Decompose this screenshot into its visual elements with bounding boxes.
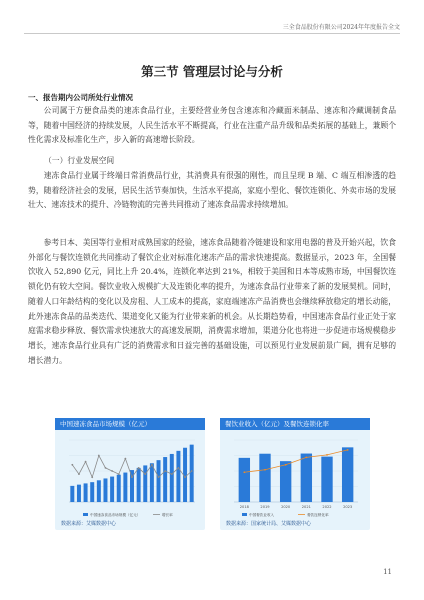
legend-line-label: 增长率 [162,513,173,517]
x-tick-label: 2020 [281,505,291,509]
bar [321,457,332,502]
line-point [191,470,193,472]
heading-industry: 一、报告期内公司所处行业情况 [28,93,133,102]
line-point [124,458,126,460]
line-point [85,461,87,463]
line-point [138,467,140,469]
line-point [347,449,349,451]
header-divider [24,33,400,34]
bar [77,485,81,502]
x-tick-label: 2022 [322,505,332,509]
bar [259,454,270,502]
bar [84,483,88,502]
line-point [71,464,73,466]
line-point [98,455,100,457]
legend-bar-label: 中国餐饮业收入 [249,513,275,517]
bar [176,451,180,502]
line-point [164,470,166,472]
line-point [178,467,180,469]
line-point [111,470,113,472]
line-point [158,476,160,478]
line-point [326,454,328,456]
bar [280,461,291,502]
legend-swatch-bar [242,513,247,516]
bar [97,480,101,502]
section-title: 第三节 管理层讨论与分析 [141,64,283,79]
paragraph-3 [28,236,396,368]
bar [163,457,167,502]
line-point [305,456,307,458]
line-point [171,473,173,475]
x-tick-label: 2018 [239,505,249,509]
line-point [243,471,245,473]
line-point [131,476,133,478]
bar [110,477,114,502]
bar [90,482,94,502]
report-header: 三全食品股份有限公司2024年年度报告全文 [282,24,400,31]
legend-bar-label: 中国速冻食品市场规模（亿元） [90,513,141,517]
bar [170,454,174,502]
x-tick-label: 2023 [343,505,353,509]
line-point [151,464,153,466]
line-point [184,476,186,478]
line-point [144,473,146,475]
chart-frozen-food-market [55,418,205,530]
chart2-title: 餐饮业收入（亿元）及餐饮连锁化率 [220,418,370,430]
line-point [91,476,93,478]
paragraph-1-text: 公司属于方便食品类的速冻食品行业，主要经营业务包含速冻和冷藏面米制品、速冻和冷藏调制食品等，随着中国经济的持续发展，人民生活水平不断提高，行业在注重产品升级和品类拓展的基础上，兼顾个性化需求及标准化生产，步入新的高速增长阶段。 [28,106,396,145]
bar [157,460,161,502]
bar [301,454,312,502]
x-tick-label: 2019 [260,505,270,509]
chart2-plot [220,430,370,530]
paragraph-1 [28,104,396,148]
page-number: 11 [383,568,392,576]
bar [103,478,107,502]
chart1-source: 数据来源：艾媒数据中心 [61,521,117,527]
legend-swatch-bar [83,513,88,516]
bar [190,445,194,502]
line-point [285,464,287,466]
paragraph-2-text: 速冻食品行业属于终端日常消费品行业，其消费具有很强的刚性，而且呈现 B 端、C 端互相渗透的趋势，随着经济社会的发展，居民生活节奏加快，生活水平提高，家庭小型化、餐饮连锁化、外卖市场的发展壮大、速冻技术的提升、冷链物流的完善共同推动了速冻食品需求持续增加。 [28,171,396,210]
line-point [264,469,266,471]
heading-development-space: （一）行业发展空间 [44,156,115,165]
x-tick-label: 2021 [301,505,311,509]
legend-line-label: 餐饮连锁化率 [307,513,329,517]
line-point [105,467,107,469]
bar [239,458,250,502]
chart1-title: 中国速冻食品市场规模（亿元） [55,418,205,430]
chart2-source: 数据来源：国家统计局、艾媒数据中心 [226,521,312,527]
paragraph-3-text: 参考日本、美国等行业相对成熟国家的经验，速冻食品随着冷链建设和家用电器的普及开始兴起，饮食外部化与餐饮连锁化共同推动了餐饮企业对标准化速冻产品的需求快速提高。数据显示，2023 年，全国餐饮收入 52,890 亿元，同比上升 20.4%，连锁化率达到 21%，相较于美国和日本等成熟市场，中国餐饮连锁化仍有较大空间。餐饮业收入规模扩大及连锁化率的提升，为速冻食品行业带来了新的发展契机。同时，随着人口年龄结构的变化以及房租、人工成本的提高，家庭端速冻产品消费也会继续释放稳定的增长动能，此外速冻食品的品类迭代、渠道变化又能为行业带来新的机会。从长期趋势看，中国速冻食品行业正处于家庭需求稳步释放、餐饮需求快速放大的高速发展期，消费需求增加，渠道分化也将进一步促进市场规模稳步增长，速冻食品行业具有广泛的消费需求和日益完善的基础设施，可以预见行业发展前景广阔，拥有足够的增长潜力。 [28,238,396,365]
line-point [78,473,80,475]
chart-catering-revenue [220,418,370,530]
chart1-plot [55,430,205,530]
bar [342,447,353,502]
bar [143,465,147,502]
bar [137,468,141,502]
bar [117,475,121,502]
bar [123,473,127,502]
bar [150,463,154,502]
bar [70,486,74,502]
paragraph-2 [28,169,396,213]
line-point [118,473,120,475]
